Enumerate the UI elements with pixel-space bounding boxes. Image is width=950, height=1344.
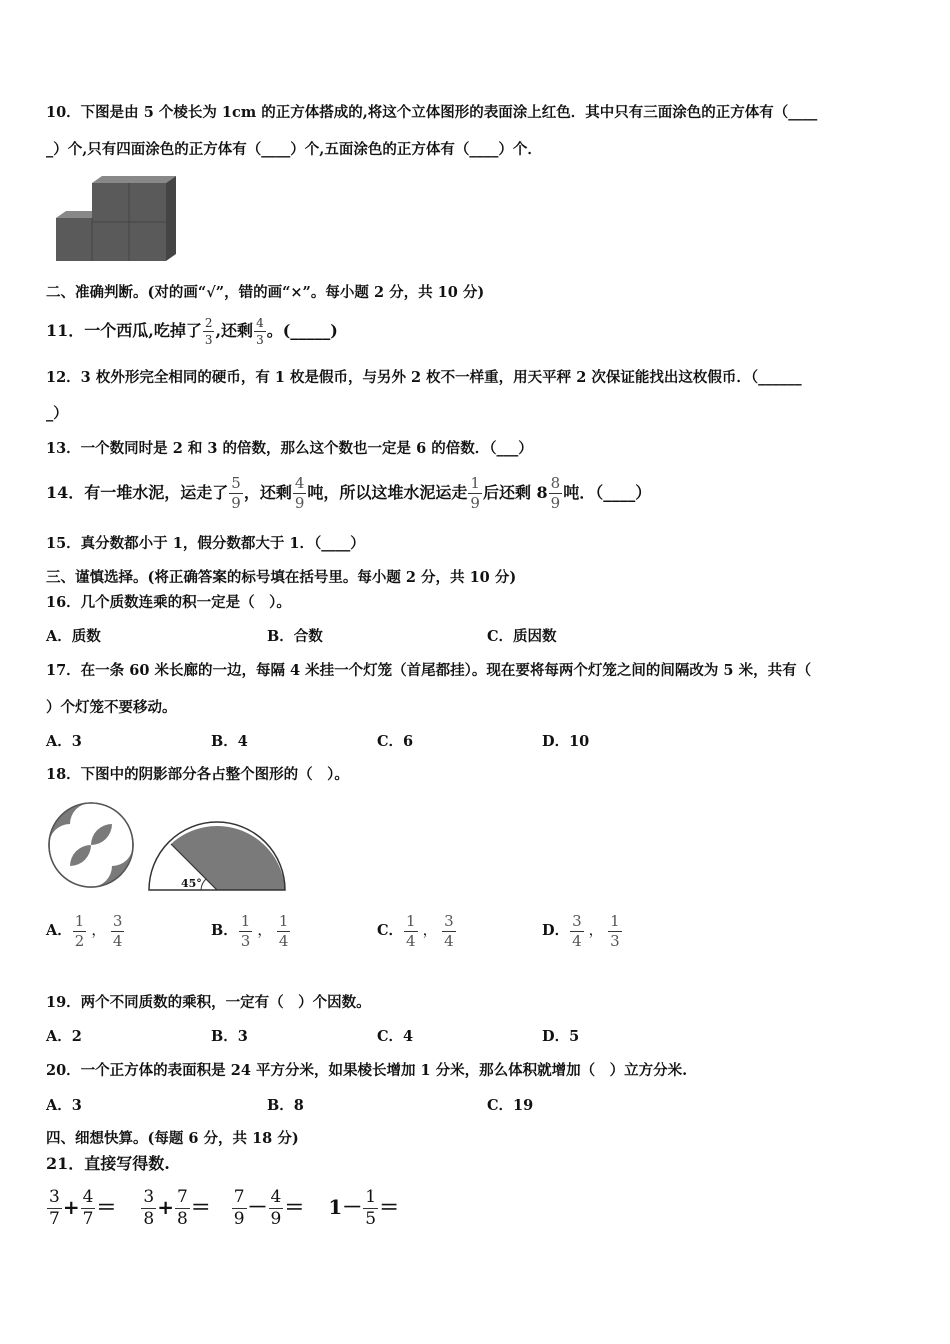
q18-option-b[interactable]: B． $\frac{1}{3}$ ， $\frac{1}{4}$ (211, 911, 289, 950)
q17-option-d[interactable]: D．10 (542, 733, 590, 750)
q18-c-fraction-2: $\frac{3}{4}$ (444, 911, 454, 950)
q18-a-fraction-1: $\frac{1}{2}$ (74, 911, 85, 950)
q19-option-b[interactable]: B．3 (211, 1028, 248, 1045)
q19-option-a[interactable]: A．2 (46, 1028, 82, 1045)
q20-option-b[interactable]: B．8 (267, 1097, 304, 1114)
q18-option-a[interactable]: A． $\frac{1}{2}$ ， $\frac{3}{4}$ (46, 911, 123, 950)
q18: 18．下图中的阴影部分各占整个图形的（ ）。 (46, 766, 349, 783)
q19-option-c[interactable]: C．4 (377, 1028, 414, 1045)
cube-step-top (56, 211, 92, 218)
q16: 16．几个质数连乘的积一定是（ ）。 (46, 594, 291, 611)
q16-option-b[interactable]: B．合数 (267, 628, 323, 645)
q11-text-a: 11．一个西瓜,吃掉了 (46, 321, 202, 340)
q18-d-fraction-1: $\frac{3}{4}$ (572, 911, 582, 950)
q21-expressions (46, 1180, 399, 1234)
q18-a-fraction-2: $\frac{3}{4}$ (112, 911, 123, 950)
q17-line2: ）个灯笼不要移动。 (46, 699, 177, 716)
q16-option-a[interactable]: A．质数 (46, 628, 101, 645)
semicircle-sector-figure (145, 798, 291, 894)
q15: 15．真分数都小于 1，假分数都大于 1．（____） (46, 535, 365, 552)
q10-line1: 10．下图是由 5 个棱长为 1cm 的正方体搭成的,将这个立体图形的表面涂上红色．其中只有三面涂色的正方体有（____ (46, 104, 818, 121)
q17-option-c[interactable]: C．6 (377, 733, 414, 750)
q21-expr-3: $\frac{7}{9}$ － $\frac{4}{9}$ ＝ (233, 1187, 305, 1229)
q18-d-fraction-2: $\frac{1}{3}$ (610, 911, 620, 950)
q14-fraction-3: $\frac{1}{9}$ (470, 474, 480, 512)
q17-line1: 17．在一条 60 米长廊的一边，每隔 4 米挂一个灯笼（首尾都挂）。现在要将每两个灯笼之间的间隔改为 5 米，共有（ (46, 662, 812, 679)
q21-expr-2: $\frac{3}{8}$ + $\frac{7}{8}$ ＝ (143, 1187, 211, 1229)
q11 (46, 317, 338, 346)
section2-heading: 二、准确判断。(对的画“√”，错的画“×”。每小题 2 分，共 10 分) (46, 284, 485, 301)
q11-fraction-2: $\frac{4}{3}$ (256, 316, 264, 347)
q19: 19．两个不同质数的乘积，一定有（ ）个因数。 (46, 994, 371, 1011)
q18-option-c[interactable]: C． $\frac{1}{4}$ ， $\frac{3}{4}$ (377, 911, 454, 950)
cube-right-face (166, 176, 176, 261)
q19-option-d[interactable]: D．5 (542, 1028, 580, 1045)
q21: 21．直接写得数. (46, 1154, 170, 1173)
q14-fraction-4: $\frac{8}{9}$ (550, 474, 561, 512)
q17-option-a[interactable]: A．3 (46, 733, 82, 750)
angle-label: 45° (181, 877, 202, 890)
q18-b-fraction-2: $\frac{1}{4}$ (278, 911, 289, 950)
q20-option-a[interactable]: A．3 (46, 1097, 82, 1114)
q10-line2: _）个,只有四面涂色的正方体有（____）个,五面涂色的正方体有（____）个． (46, 141, 542, 158)
q13: 13．一个数同时是 2 和 3 的倍数，那么这个数也一定是 6 的倍数．（___） (46, 440, 533, 457)
q11-text-b: ,还剩 (215, 321, 254, 340)
q11-text-c: 。(_____) (266, 321, 338, 340)
cube-top-face (92, 176, 176, 183)
section3-heading: 三、谨慎选择。(将正确答案的标号填在括号里。每小题 2 分，共 10 分) (46, 569, 517, 586)
q14-fraction-2: $\frac{4}{9}$ (294, 474, 305, 512)
q14-fraction-1: $\frac{5}{9}$ (231, 474, 241, 512)
q12-line2: _） (46, 405, 68, 422)
q17-option-b[interactable]: B．4 (211, 733, 248, 750)
q18-c-fraction-1: $\frac{1}{4}$ (406, 911, 416, 950)
q21-expr-4: 1－ $\frac{1}{5}$ ＝ (328, 1187, 400, 1229)
q11-fraction-1: $\frac{2}{3}$ (204, 316, 213, 347)
q21-expr-1: $\frac{3}{7}$ + $\frac{4}{7}$ ＝ (49, 1187, 117, 1229)
q14: 14．有一堆水泥，运走了 $\frac{5}{9}$ ，还剩 $\frac{4}{9}$ 吨，所以这堆水泥运走 $\frac{1}{9}$ 后还剩 8 $\frac{8}{9}$ 吨．（____） (46, 474, 652, 512)
cube-figure (52, 174, 182, 269)
section4-heading: 四、细想快算。(每题 6 分，共 18 分) (46, 1130, 299, 1147)
q18-b-fraction-1: $\frac{1}{3}$ (240, 911, 251, 950)
q12-line1: 12．3 枚外形完全相同的硬币，有 1 枚是假币，与另外 2 枚不一样重，用天平秤 2 次保证能找出这枚假币．（______ (46, 369, 802, 386)
q20: 20．一个正方体的表面积是 24 平方分米，如果棱长增加 1 分米，那么体积就增加（ ）立方分米. (46, 1062, 688, 1079)
q16-option-c[interactable]: C．质因数 (487, 628, 557, 645)
q18-option-d[interactable]: D． $\frac{3}{4}$ ， $\frac{1}{3}$ (542, 911, 620, 950)
q20-option-c[interactable]: C．19 (487, 1097, 534, 1114)
circle-pinwheel-figure (46, 800, 138, 892)
